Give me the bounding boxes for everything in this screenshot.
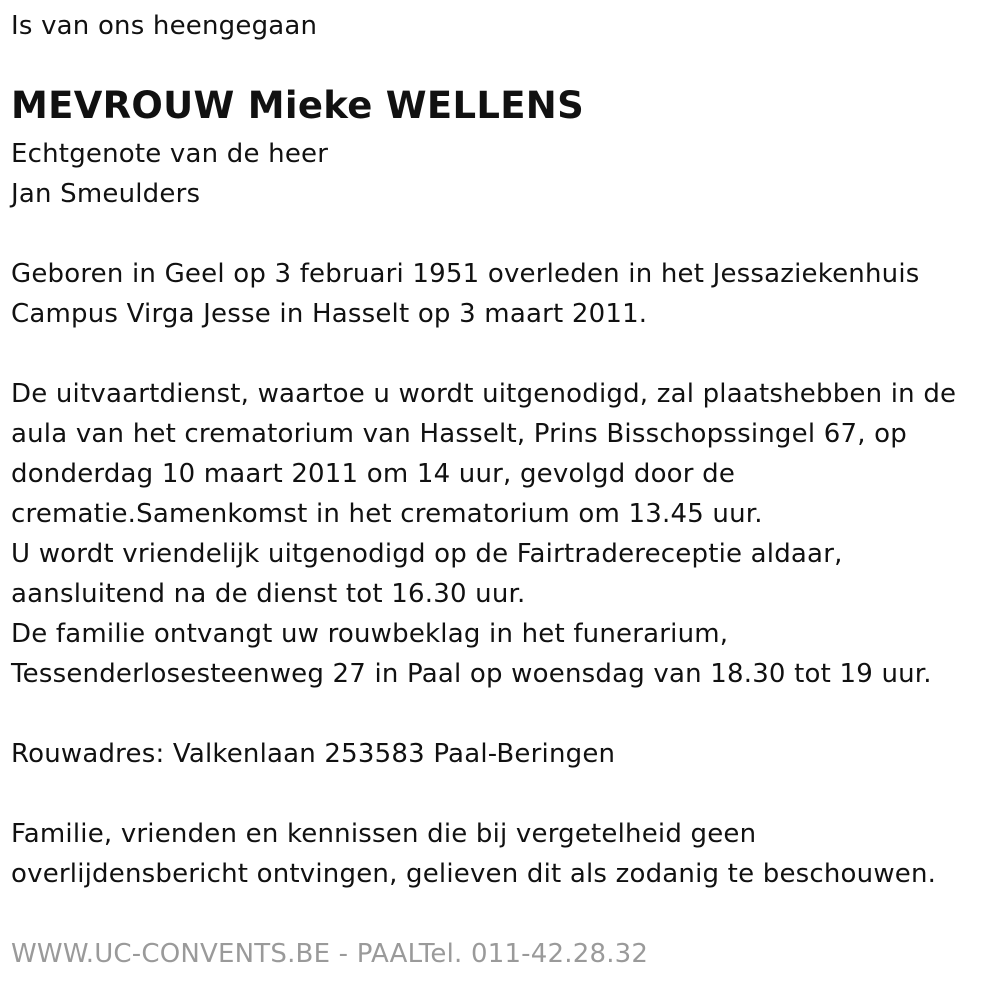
intro-text: Is van ons heengegaan bbox=[11, 11, 318, 41]
spouse-block bbox=[11, 134, 328, 214]
funeral-service-block bbox=[11, 374, 956, 694]
service-line: aansluitend na de dienst tot 16.30 uur. bbox=[11, 579, 526, 609]
mourning-address: Rouwadres: Valkenlaan 253583 Paal-Beringen bbox=[11, 739, 616, 769]
service-line: aula van het crematorium van Hasselt, Prins Bisschopssingel 67, op bbox=[11, 419, 907, 449]
service-line: Tessenderlosesteenweg 27 in Paal op woensdag van 18.30 tot 19 uur. bbox=[11, 659, 932, 689]
birth-death-block bbox=[11, 254, 919, 334]
footer-contact: WWW.UC-CONVENTS.BE - PAALTel. 011-42.28.32 bbox=[11, 939, 649, 969]
note-line: overlijdensbericht ontvingen, gelieven dit als zodanig te beschouwen. bbox=[11, 859, 937, 889]
service-line: U wordt vriendelijk uitgenodigd op de Fairtradereceptie aldaar, bbox=[11, 539, 843, 569]
birth-line: Geboren in Geel op 3 februari 1951 overleden in het Jessaziekenhuis bbox=[11, 259, 920, 289]
notice-note-block bbox=[11, 814, 936, 894]
spouse-line: Echtgenote van de heer bbox=[11, 139, 329, 169]
service-line: crematie.Samenkomst in het crematorium om 13.45 uur. bbox=[11, 499, 763, 529]
birth-line: Campus Virga Jesse in Hasselt op 3 maart 2011. bbox=[11, 299, 648, 329]
spouse-line: Jan Smeulders bbox=[11, 179, 201, 209]
service-line: De uitvaartdienst, waartoe u wordt uitgenodigd, zal plaatshebben in de bbox=[11, 379, 957, 409]
service-line: donderdag 10 maart 2011 om 14 uur, gevolgd door de bbox=[11, 459, 736, 489]
deceased-name: MEVROUW Mieke WELLENS bbox=[11, 84, 585, 127]
note-line: Familie, vrienden en kennissen die bij vergetelheid geen bbox=[11, 819, 757, 849]
service-line: De familie ontvangt uw rouwbeklag in het funerarium, bbox=[11, 619, 729, 649]
